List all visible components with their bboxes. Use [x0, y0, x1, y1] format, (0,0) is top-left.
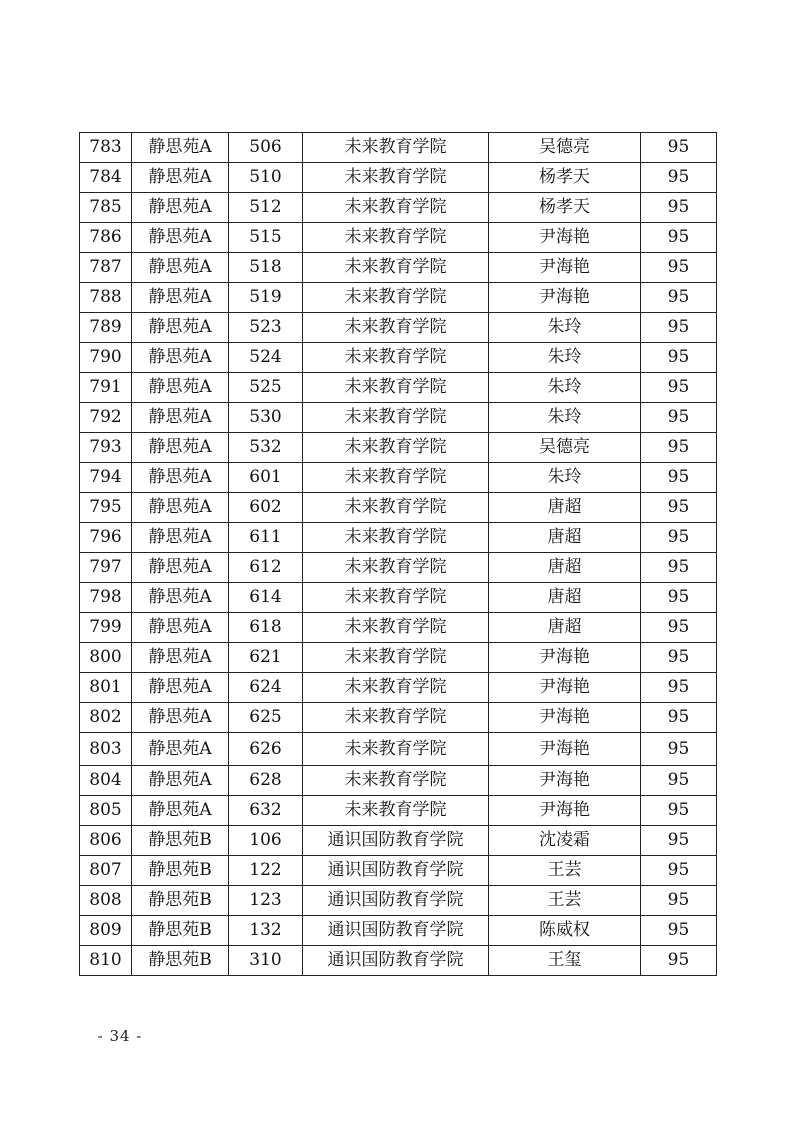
building-cell: 静思苑A	[132, 163, 229, 193]
room-cell: 525	[229, 373, 303, 403]
table-row	[80, 583, 717, 613]
score-cell: 95	[641, 193, 717, 223]
score-cell: 95	[641, 253, 717, 283]
score-cell: 95	[641, 403, 717, 433]
score-cell: 95	[641, 796, 717, 826]
row-number-cell: 788	[80, 283, 132, 313]
score-cell: 95	[641, 133, 717, 163]
counselor-cell: 唐超	[489, 523, 641, 553]
college-cell: 未来教育学院	[303, 766, 489, 796]
row-number-cell: 786	[80, 223, 132, 253]
room-cell: 132	[229, 916, 303, 946]
table-row	[80, 433, 717, 463]
building-cell: 静思苑A	[132, 193, 229, 223]
table-row	[80, 886, 717, 916]
table-row	[80, 493, 717, 523]
score-cell: 95	[641, 553, 717, 583]
score-cell: 95	[641, 766, 717, 796]
building-cell: 静思苑A	[132, 343, 229, 373]
building-cell: 静思苑A	[132, 223, 229, 253]
college-cell: 未来教育学院	[303, 223, 489, 253]
college-cell: 未来教育学院	[303, 796, 489, 826]
college-cell: 未来教育学院	[303, 403, 489, 433]
counselor-cell: 尹海艳	[489, 283, 641, 313]
room-cell: 506	[229, 133, 303, 163]
row-number-cell: 796	[80, 523, 132, 553]
table-row	[80, 163, 717, 193]
college-cell: 未来教育学院	[303, 703, 489, 733]
table-row	[80, 133, 717, 163]
college-cell: 通识国防教育学院	[303, 916, 489, 946]
counselor-cell: 王芸	[489, 856, 641, 886]
building-cell: 静思苑B	[132, 886, 229, 916]
college-cell: 未来教育学院	[303, 253, 489, 283]
room-cell: 106	[229, 826, 303, 856]
room-cell: 624	[229, 673, 303, 703]
room-cell: 611	[229, 523, 303, 553]
college-cell: 未来教育学院	[303, 643, 489, 673]
room-cell: 628	[229, 766, 303, 796]
row-number-cell: 791	[80, 373, 132, 403]
building-cell: 静思苑A	[132, 433, 229, 463]
score-cell: 95	[641, 613, 717, 643]
college-cell: 未来教育学院	[303, 313, 489, 343]
row-number-cell: 802	[80, 703, 132, 733]
score-cell: 95	[641, 703, 717, 733]
score-cell: 95	[641, 673, 717, 703]
college-cell: 未来教育学院	[303, 283, 489, 313]
score-cell: 95	[641, 493, 717, 523]
table-row	[80, 223, 717, 253]
college-cell: 通识国防教育学院	[303, 946, 489, 976]
table-row	[80, 283, 717, 313]
counselor-cell: 尹海艳	[489, 253, 641, 283]
score-cell: 95	[641, 463, 717, 493]
table-row	[80, 403, 717, 433]
room-cell: 612	[229, 553, 303, 583]
row-number-cell: 784	[80, 163, 132, 193]
room-cell: 512	[229, 193, 303, 223]
table-row	[80, 613, 717, 643]
counselor-cell: 尹海艳	[489, 796, 641, 826]
row-number-cell: 800	[80, 643, 132, 673]
table-row	[80, 826, 717, 856]
counselor-cell: 唐超	[489, 613, 641, 643]
table-row	[80, 553, 717, 583]
building-cell: 静思苑A	[132, 253, 229, 283]
score-cell: 95	[641, 886, 717, 916]
counselor-cell: 陈威权	[489, 916, 641, 946]
building-cell: 静思苑A	[132, 403, 229, 433]
counselor-cell: 沈凌霜	[489, 826, 641, 856]
counselor-cell: 杨孝天	[489, 193, 641, 223]
counselor-cell: 杨孝天	[489, 163, 641, 193]
college-cell: 未来教育学院	[303, 433, 489, 463]
building-cell: 静思苑B	[132, 946, 229, 976]
room-cell: 122	[229, 856, 303, 886]
row-number-cell: 806	[80, 826, 132, 856]
counselor-cell: 唐超	[489, 553, 641, 583]
table-row	[80, 643, 717, 673]
building-cell: 静思苑B	[132, 916, 229, 946]
college-cell: 未来教育学院	[303, 463, 489, 493]
table-row	[80, 673, 717, 703]
row-number-cell: 809	[80, 916, 132, 946]
room-cell: 532	[229, 433, 303, 463]
building-cell: 静思苑A	[132, 673, 229, 703]
table-row	[80, 703, 717, 733]
college-cell: 未来教育学院	[303, 733, 489, 766]
college-cell: 未来教育学院	[303, 373, 489, 403]
score-cell: 95	[641, 343, 717, 373]
room-cell: 510	[229, 163, 303, 193]
counselor-cell: 唐超	[489, 493, 641, 523]
room-cell: 523	[229, 313, 303, 343]
row-number-cell: 807	[80, 856, 132, 886]
counselor-cell: 王玺	[489, 946, 641, 976]
score-cell: 95	[641, 946, 717, 976]
room-cell: 123	[229, 886, 303, 916]
page-number: - 34 -	[97, 1027, 143, 1045]
building-cell: 静思苑B	[132, 856, 229, 886]
table-row	[80, 733, 717, 766]
counselor-cell: 朱玲	[489, 373, 641, 403]
college-cell: 未来教育学院	[303, 583, 489, 613]
row-number-cell: 792	[80, 403, 132, 433]
score-cell: 95	[641, 283, 717, 313]
table-row	[80, 373, 717, 403]
college-cell: 通识国防教育学院	[303, 856, 489, 886]
row-number-cell: 801	[80, 673, 132, 703]
counselor-cell: 尹海艳	[489, 703, 641, 733]
college-cell: 通识国防教育学院	[303, 886, 489, 916]
room-cell: 519	[229, 283, 303, 313]
counselor-cell: 朱玲	[489, 403, 641, 433]
row-number-cell: 808	[80, 886, 132, 916]
college-cell: 未来教育学院	[303, 193, 489, 223]
row-number-cell: 785	[80, 193, 132, 223]
room-cell: 530	[229, 403, 303, 433]
college-cell: 未来教育学院	[303, 673, 489, 703]
building-cell: 静思苑A	[132, 313, 229, 343]
row-number-cell: 798	[80, 583, 132, 613]
room-cell: 626	[229, 733, 303, 766]
building-cell: 静思苑A	[132, 283, 229, 313]
counselor-cell: 尹海艳	[489, 733, 641, 766]
row-number-cell: 797	[80, 553, 132, 583]
room-cell: 621	[229, 643, 303, 673]
row-number-cell: 793	[80, 433, 132, 463]
college-cell: 未来教育学院	[303, 343, 489, 373]
room-cell: 632	[229, 796, 303, 826]
table-row	[80, 253, 717, 283]
score-cell: 95	[641, 223, 717, 253]
score-cell: 95	[641, 373, 717, 403]
score-cell: 95	[641, 643, 717, 673]
building-cell: 静思苑A	[132, 796, 229, 826]
building-cell: 静思苑A	[132, 493, 229, 523]
room-cell: 614	[229, 583, 303, 613]
score-cell: 95	[641, 583, 717, 613]
score-cell: 95	[641, 856, 717, 886]
counselor-cell: 唐超	[489, 583, 641, 613]
college-cell: 通识国防教育学院	[303, 826, 489, 856]
row-number-cell: 799	[80, 613, 132, 643]
score-cell: 95	[641, 433, 717, 463]
building-cell: 静思苑A	[132, 733, 229, 766]
building-cell: 静思苑A	[132, 133, 229, 163]
counselor-cell: 尹海艳	[489, 673, 641, 703]
room-cell: 518	[229, 253, 303, 283]
building-cell: 静思苑A	[132, 553, 229, 583]
room-cell: 515	[229, 223, 303, 253]
building-cell: 静思苑A	[132, 613, 229, 643]
row-number-cell: 795	[80, 493, 132, 523]
table-row	[80, 193, 717, 223]
room-cell: 310	[229, 946, 303, 976]
inspection-score-table	[79, 132, 717, 976]
building-cell: 静思苑A	[132, 766, 229, 796]
score-cell: 95	[641, 163, 717, 193]
table-row	[80, 796, 717, 826]
row-number-cell: 804	[80, 766, 132, 796]
room-cell: 601	[229, 463, 303, 493]
row-number-cell: 789	[80, 313, 132, 343]
college-cell: 未来教育学院	[303, 493, 489, 523]
score-cell: 95	[641, 826, 717, 856]
building-cell: 静思苑A	[132, 643, 229, 673]
row-number-cell: 794	[80, 463, 132, 493]
table-row	[80, 343, 717, 373]
row-number-cell: 783	[80, 133, 132, 163]
table-body	[80, 133, 717, 976]
room-cell: 524	[229, 343, 303, 373]
table-row	[80, 856, 717, 886]
counselor-cell: 尹海艳	[489, 766, 641, 796]
room-cell: 618	[229, 613, 303, 643]
row-number-cell: 790	[80, 343, 132, 373]
row-number-cell: 805	[80, 796, 132, 826]
college-cell: 未来教育学院	[303, 133, 489, 163]
counselor-cell: 尹海艳	[489, 643, 641, 673]
counselor-cell: 吴德亮	[489, 133, 641, 163]
building-cell: 静思苑A	[132, 703, 229, 733]
counselor-cell: 吴德亮	[489, 433, 641, 463]
row-number-cell: 787	[80, 253, 132, 283]
score-cell: 95	[641, 523, 717, 553]
counselor-cell: 朱玲	[489, 313, 641, 343]
building-cell: 静思苑B	[132, 826, 229, 856]
college-cell: 未来教育学院	[303, 553, 489, 583]
table-row	[80, 766, 717, 796]
row-number-cell: 810	[80, 946, 132, 976]
score-cell: 95	[641, 916, 717, 946]
table-row	[80, 463, 717, 493]
building-cell: 静思苑A	[132, 463, 229, 493]
score-cell: 95	[641, 313, 717, 343]
college-cell: 未来教育学院	[303, 613, 489, 643]
counselor-cell: 朱玲	[489, 343, 641, 373]
table-row	[80, 313, 717, 343]
building-cell: 静思苑A	[132, 523, 229, 553]
row-number-cell: 803	[80, 733, 132, 766]
room-cell: 602	[229, 493, 303, 523]
college-cell: 未来教育学院	[303, 163, 489, 193]
counselor-cell: 王芸	[489, 886, 641, 916]
table-row	[80, 916, 717, 946]
score-cell: 95	[641, 733, 717, 766]
building-cell: 静思苑A	[132, 583, 229, 613]
table-row	[80, 523, 717, 553]
counselor-cell: 朱玲	[489, 463, 641, 493]
college-cell: 未来教育学院	[303, 523, 489, 553]
counselor-cell: 尹海艳	[489, 223, 641, 253]
building-cell: 静思苑A	[132, 373, 229, 403]
room-cell: 625	[229, 703, 303, 733]
table-row	[80, 946, 717, 976]
